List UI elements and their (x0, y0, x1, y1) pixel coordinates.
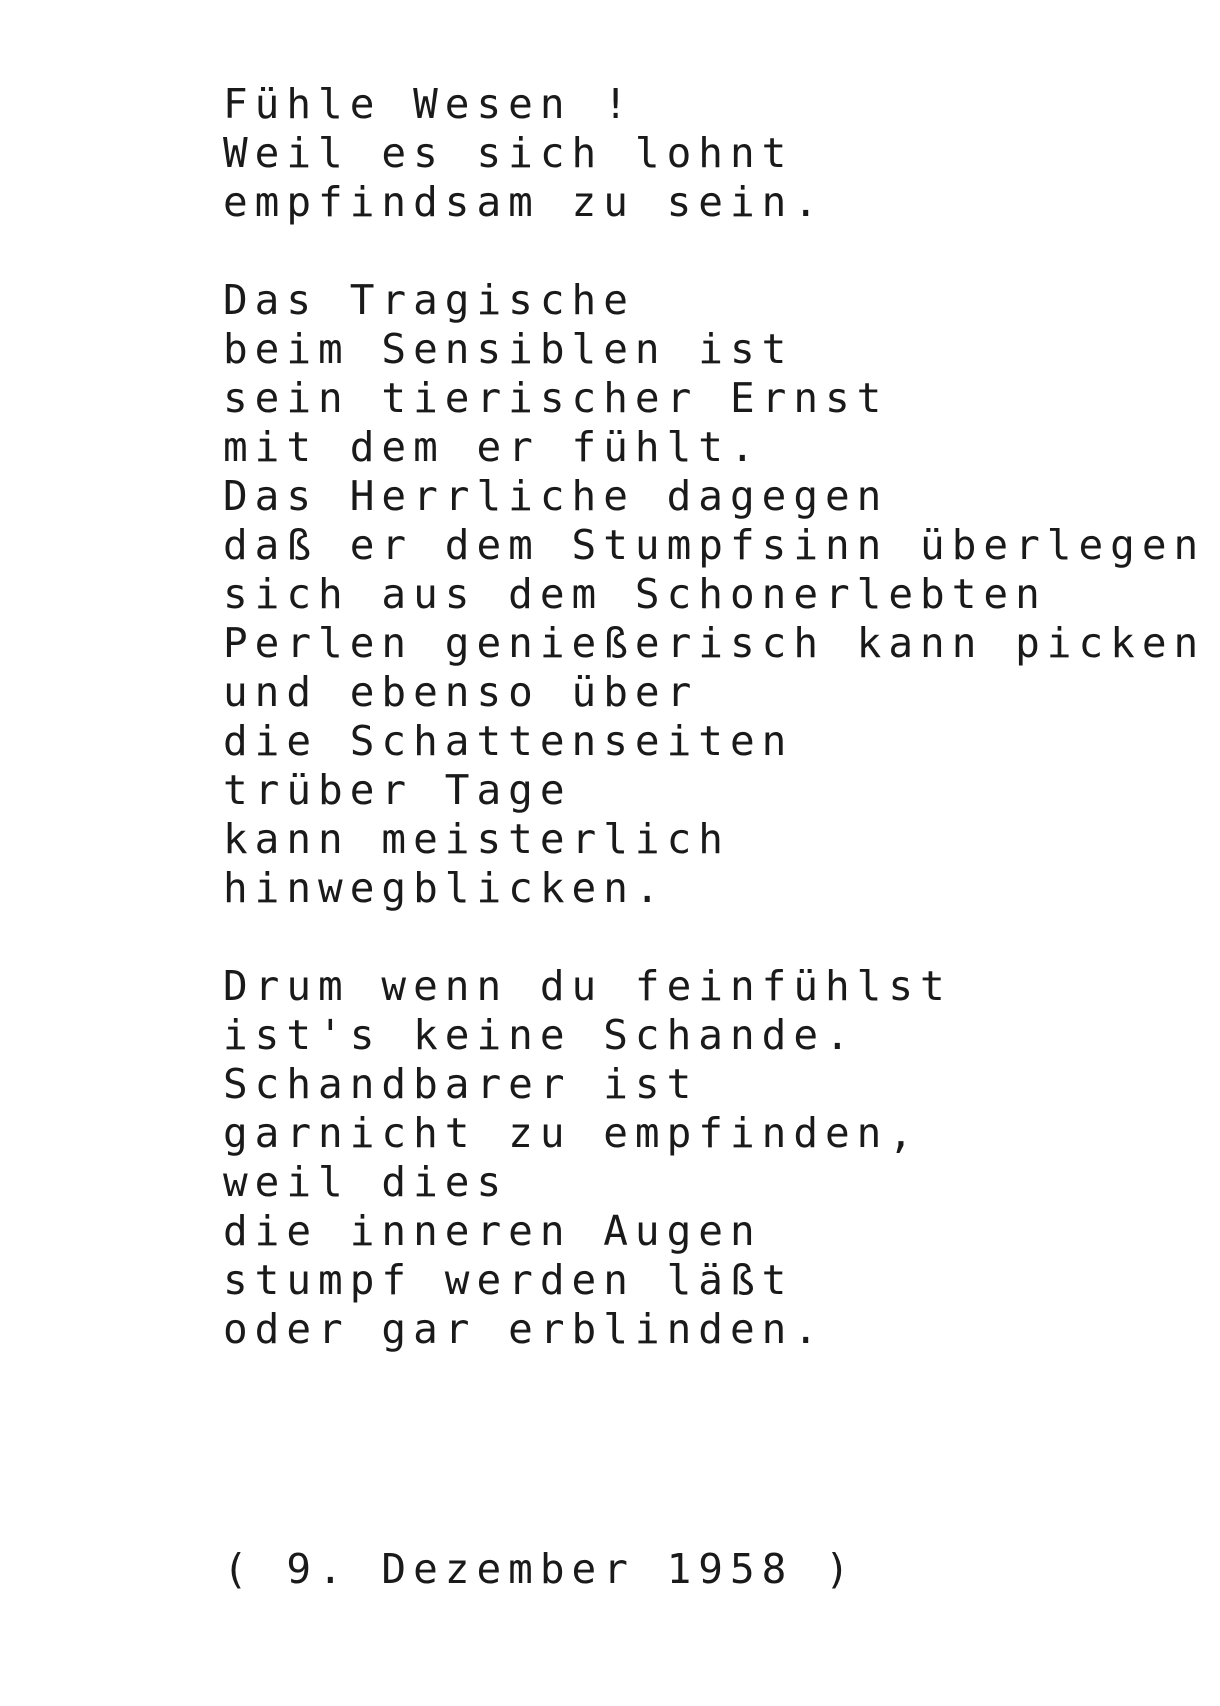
poem-line: garnicht zu empfinden, (223, 1109, 921, 1157)
stanza-2 (223, 276, 1205, 913)
poem-line: sein tierischer Ernst (223, 374, 889, 422)
poem-line: Das Tragische (223, 276, 635, 324)
poem-line: mit dem er fühlt. (223, 423, 762, 471)
poem-line: Weil es sich lohnt (223, 129, 794, 177)
poem-line: trüber Tage (223, 766, 572, 814)
stanza-3 (223, 962, 1205, 1354)
poem-line: ist's keine Schande. (223, 1011, 857, 1059)
poem-line: oder gar erblinden. (223, 1305, 825, 1353)
poem-line: die inneren Augen (223, 1207, 762, 1255)
poem-line: Perlen genießerisch kann picken (223, 619, 1206, 667)
poem (223, 80, 1205, 1403)
poem-line: die Schattenseiten (223, 717, 794, 765)
poem-line: weil dies (223, 1158, 509, 1206)
poem-line: und ebenso über (223, 668, 699, 716)
poem-line: beim Sensiblen ist (223, 325, 794, 373)
poem-line: Fühle Wesen ! (223, 80, 635, 128)
poem-line: Das Herrliche dagegen (223, 472, 889, 520)
poem-line: stumpf werden läßt (223, 1256, 794, 1304)
poem-line: hinwegblicken. (223, 864, 667, 912)
poem-line: daß er dem Stumpfsinn überlegen (223, 521, 1206, 569)
poem-line: Drum wenn du feinfühlst (223, 962, 952, 1010)
stanza-1 (223, 80, 1205, 227)
poem-line: sich aus dem Schonerlebten (223, 570, 1047, 618)
poem-line: kann meisterlich (223, 815, 730, 863)
date-line: ( 9. Dezember 1958 ) (223, 1545, 857, 1593)
poem-line: Schandbarer ist (223, 1060, 699, 1108)
poem-line: empfindsam zu sein. (223, 178, 825, 226)
